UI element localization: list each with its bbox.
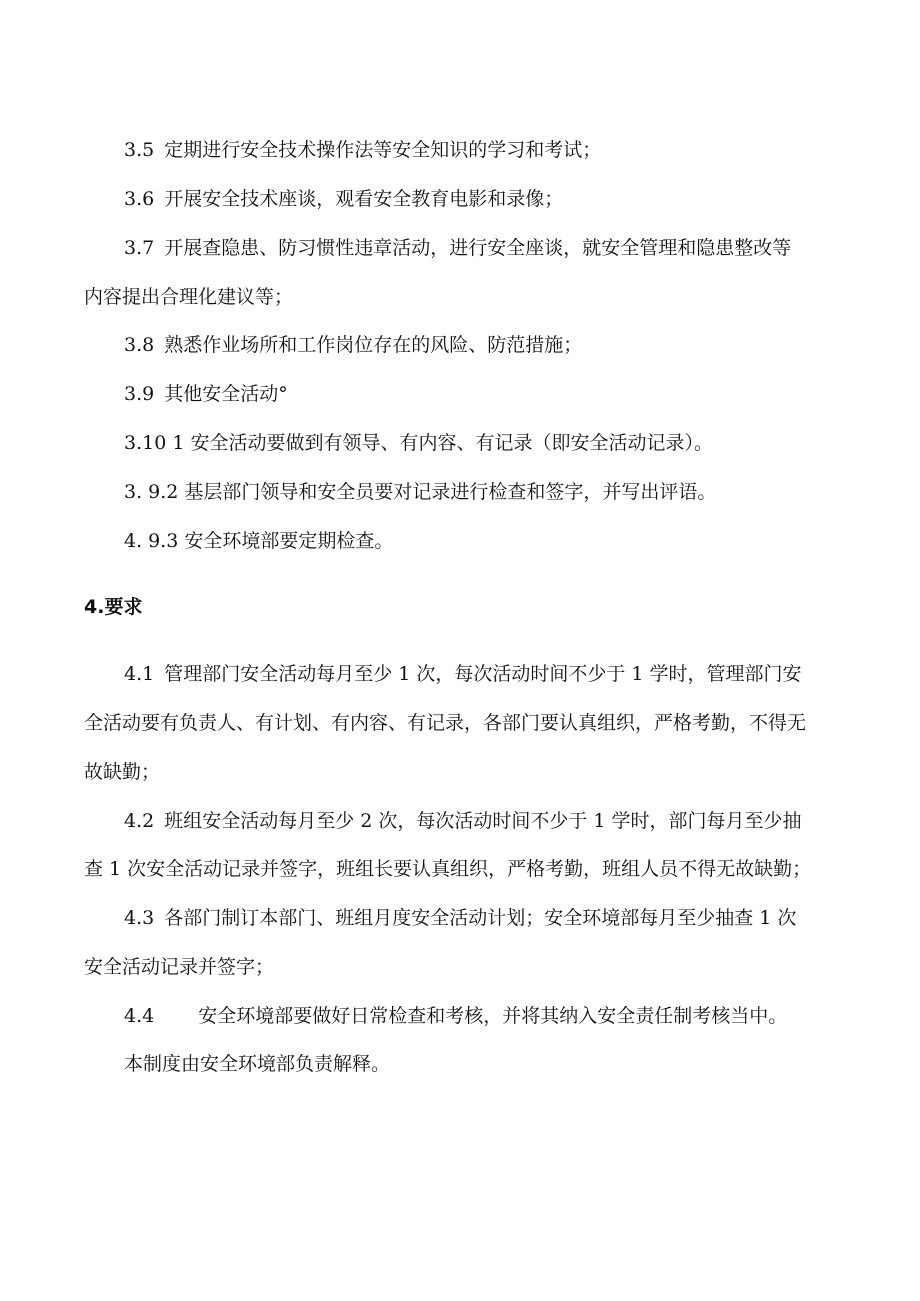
item-9-2 [124,479,894,505]
closing-statement: 本制度由安全环境部负责解释。 [124,1053,391,1075]
item-text: 熟悉作业场所和工作岗位存在的风险、防范措施； [164,334,583,356]
item-text: 开展查隐患、防习惯性违章活动，进行安全座谈，就安全管理和隐患整改等 [164,237,792,259]
item-text: 4. 9.3 安全环境部要定期检查。 [124,530,394,552]
item-text: 全活动要有负责人、有计划、有内容、有记录，各部门要认真组织，严格考勤，不得无 [84,712,807,734]
item-3-5 [124,137,894,163]
item-3-10-1 [124,430,894,456]
item-text: 其他安全活动° [164,383,288,405]
item-3-9 [124,381,894,407]
item-4-2-line2 [84,856,854,882]
item-number: 4.3 [124,907,155,929]
item-text: 各部门制订本部门、班组月度安全活动计划；安全环境部每月至少抽查 1 次 [164,907,797,929]
item-text: 故缺勤； [84,761,161,783]
section-heading-requirements: 4.要求 [84,596,143,618]
item-number: 3.8 [124,334,155,356]
item-text: 3.10 1 安全活动要做到有领导、有内容、有记录（即安全活动记录）。 [124,432,713,454]
item-text: 班组安全活动每月至少 2 次，每次活动时间不少于 1 学时，部门每月至少抽 [164,810,802,832]
item-4-2-line1 [124,808,838,834]
item-number: 4.4 [124,1005,155,1027]
item-text: 定期进行安全技术操作法等安全知识的学习和考试； [164,139,602,161]
item-text: 安全活动记录并签字； [84,956,275,978]
item-text: 内容提出合理化建议等； [84,286,294,308]
item-number: 3.7 [124,237,155,259]
item-4-1-line1 [124,661,838,687]
item-text: 安全环境部要做好日常检查和考核，并将其纳入安全责任制考核当中。 [198,1005,788,1027]
item-4-3-line1 [124,905,838,931]
item-4-3-line2 [84,954,854,980]
item-3-7-line1 [124,235,840,261]
item-3-7-line2 [84,284,854,310]
item-3-6 [124,186,894,212]
item-4-1-line3 [84,759,854,785]
item-4-1-line2 [84,710,854,736]
item-number: 3.9 [124,383,155,405]
item-9-3 [124,528,894,554]
item-number: 4.1 [124,663,155,685]
item-number: 3.6 [124,188,155,210]
item-text: 查 1 次安全活动记录并签字，班组长要认真组织，严格考勤，班组人员不得无故缺勤； [84,858,812,880]
item-text: 管理部门安全活动每月至少 1 次，每次活动时间不少于 1 学时，管理部门安 [164,663,802,685]
item-3-8 [124,332,894,358]
item-4-4 [124,1003,894,1029]
item-number: 3.5 [124,139,155,161]
item-number: 4.2 [124,810,155,832]
item-text: 开展安全技术座谈，观看安全教育电影和录像； [164,188,564,210]
item-text: 3. 9.2 基层部门领导和安全员要对记录进行检查和签字，并写出评语。 [124,481,717,503]
